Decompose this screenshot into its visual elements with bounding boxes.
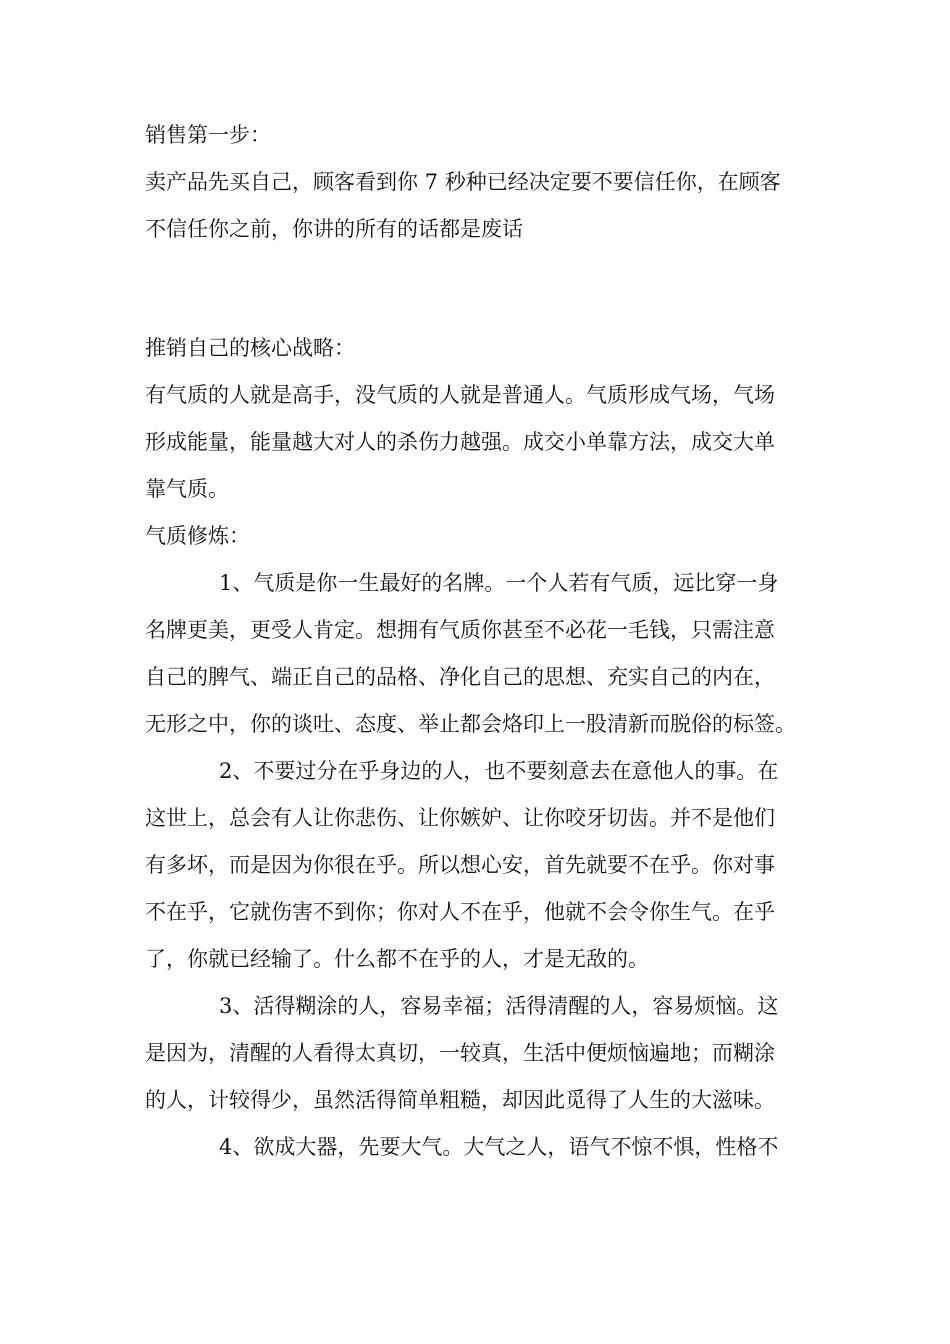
document-body (145, 112, 815, 1171)
list-item-line: 自己的脾气、端正自己的品格、净化自己的思想、充实自己的内在， (145, 665, 775, 689)
section-heading-temperament-cultivation: 气质修炼： (145, 524, 250, 548)
list-item-line: 3、活得糊涂的人，容易幸福；活得清醒的人，容易烦恼。这 (219, 994, 779, 1018)
paragraph-spacer (145, 253, 815, 325)
list-item-line: 有多坏，而是因为你很在乎。所以想心安，首先就要不在乎。你对事 (145, 853, 775, 877)
paragraph-line: 卖产品先买自己，顾客看到你 7 秒种已经决定要不要信任你，在顾客 (145, 170, 781, 194)
list-item-line: 名牌更美，更受人肯定。想拥有气质你甚至不必花一毛钱，只需注意 (145, 618, 775, 642)
list-item-line: 1、气质是你一生最好的名牌。一个人若有气质，远比穿一身 (219, 571, 779, 595)
section-heading-sales-first-step: 销售第一步： (145, 123, 271, 147)
paragraph-line: 不信任你之前，你讲的所有的话都是废话 (145, 217, 523, 241)
paragraph-line: 靠气质。 (145, 477, 229, 501)
list-item-line: 是因为，清醒的人看得太真切，一较真，生活中便烦恼遍地；而糊涂 (145, 1041, 775, 1065)
list-item-line: 4、欲成大器，先要大气。大气之人，语气不惊不惧，性格不 (219, 1135, 779, 1159)
list-item-line: 无形之中，你的谈吐、态度、举止都会烙印上一股清新而脱俗的标签。 (145, 712, 796, 736)
list-item-line: 不在乎，它就伤害不到你；你对人不在乎，他就不会令你生气。在乎 (145, 900, 775, 924)
list-item-line: 2、不要过分在乎身边的人，也不要刻意去在意他人的事。在 (219, 759, 779, 783)
list-item-line: 了，你就已经输了。什么都不在乎的人，才是无敌的。 (145, 947, 649, 971)
section-heading-core-strategy: 推销自己的核心战略： (145, 336, 355, 360)
paragraph-line: 有气质的人就是高手，没气质的人就是普通人。气质形成气场，气场 (145, 383, 775, 407)
list-item-line: 的人，计较得少，虽然活得简单粗糙，却因此觅得了人生的大滋味。 (145, 1088, 775, 1112)
list-item-line: 这世上，总会有人让你悲伤、让你嫉妒、让你咬牙切齿。并不是他们 (145, 806, 775, 830)
paragraph-line: 形成能量，能量越大对人的杀伤力越强。成交小单靠方法，成交大单 (145, 430, 775, 454)
